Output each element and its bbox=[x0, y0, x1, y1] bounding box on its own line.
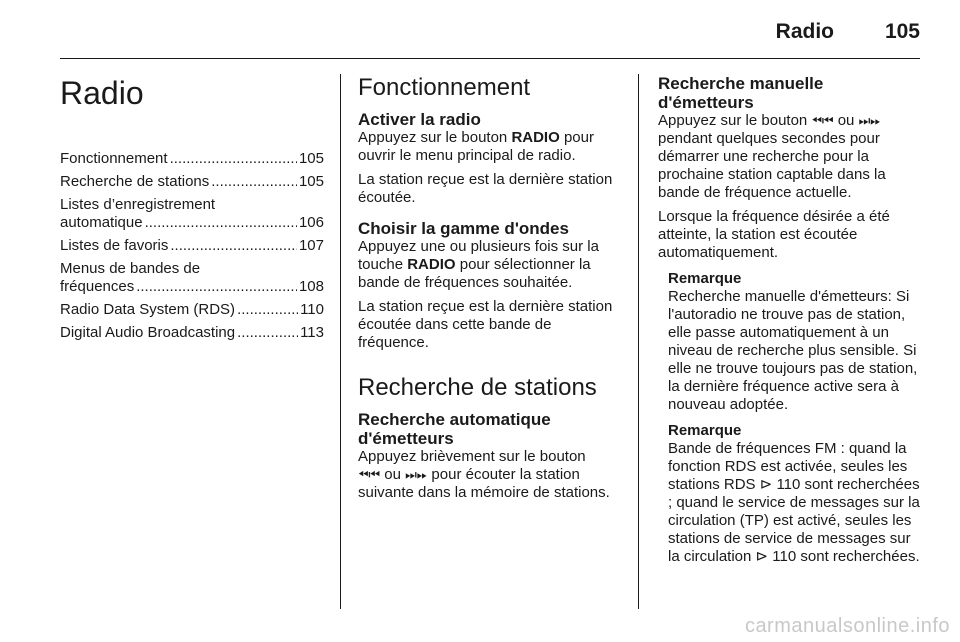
section-title-fonctionnement: Fonctionnement bbox=[358, 74, 531, 101]
toc-entry-label: Recherche de stations bbox=[60, 173, 210, 191]
paragraph: La station reçue est la dernière station écoutée. bbox=[358, 171, 613, 206]
toc-leader-dots bbox=[136, 278, 297, 296]
paragraph: Appuyez une ou plusieurs fois sur la touche RADIO pour sélectionner la bande de fréquences souhaitée. bbox=[358, 238, 599, 291]
toc-entry[interactable] bbox=[60, 173, 324, 191]
paragraph: Appuyez sur le bouton RADIO pour ouvrir le menu principal de radio. bbox=[358, 129, 594, 164]
seek-back-icon: ⏪︎⏮︎ bbox=[811, 113, 834, 128]
toc-page-number: 107 bbox=[298, 237, 324, 255]
toc-leader-dots bbox=[145, 214, 297, 232]
note-text: Bande de fréquences FM : quand la fonction RDS est activée, seules les stations RDS ⊳ 110 sont recherchées ; quand le service de messages sur la circulation (TP) est activé, seules les stations de service de messages sur la circulation ⊳ 110 sont recherchées. bbox=[668, 440, 920, 565]
page-ref[interactable]: 110 bbox=[772, 548, 797, 565]
toc-entry-label: fréquences bbox=[60, 278, 135, 296]
table-of-contents bbox=[60, 150, 324, 342]
toc-leader-dots bbox=[237, 301, 298, 319]
button-name: RADIO bbox=[511, 129, 560, 146]
paragraph: Appuyez sur le bouton ⏪︎⏮︎ ou ⏭︎⏩︎ pendant quelques secondes pour démarrer une recherche pour la prochaine station captable dans la bande de fréquence actuelle. bbox=[658, 112, 886, 201]
note-label: Remarque bbox=[668, 270, 742, 287]
seek-back-icon: ⏪︎⏮︎ bbox=[358, 467, 381, 482]
toc-entry-label: automatique bbox=[60, 214, 143, 232]
paragraph: La station reçue est la dernière station écoutée dans cette bande de fréquence. bbox=[358, 298, 613, 351]
subsection-title: Recherche automatique d'émetteurs bbox=[358, 410, 551, 448]
toc-entry[interactable] bbox=[60, 237, 324, 255]
seek-forward-icon: ⏭︎⏩︎ bbox=[858, 113, 881, 128]
seek-forward-icon: ⏭︎⏩︎ bbox=[405, 467, 428, 482]
main-column bbox=[358, 74, 620, 508]
subsection-title: Activer la radio bbox=[358, 110, 481, 129]
paragraph: Lorsque la fréquence désirée a été atteinte, la station est écoutée automatiquement. bbox=[658, 208, 890, 261]
toc-leader-dots bbox=[211, 173, 297, 191]
page-ref-icon: ⊳ bbox=[759, 476, 773, 493]
toc-entry-label: Listes d’enregistrement bbox=[60, 196, 216, 214]
toc-page-number: 106 bbox=[298, 214, 324, 232]
toc-entry-label: Fonctionnement bbox=[60, 150, 168, 168]
subsection-title: Choisir la gamme d'ondes bbox=[358, 219, 569, 238]
button-name: RADIO bbox=[407, 256, 456, 273]
toc-entry[interactable] bbox=[60, 196, 324, 232]
toc-page-number: 108 bbox=[298, 278, 324, 296]
chapter-title: Radio bbox=[60, 75, 144, 111]
toc-entry[interactable] bbox=[60, 301, 324, 319]
note-text: Recherche manuelle d'émetteurs: Si l'autoradio ne trouve pas de station, elle passe automatiquement à un niveau de recherche plus sensible. Si elle ne trouve toujours pas de station, la dernière fréquence active sera à nouveau adoptée. bbox=[668, 288, 918, 413]
column-divider bbox=[638, 74, 639, 609]
toc-entry[interactable] bbox=[60, 150, 324, 168]
page-header bbox=[60, 0, 920, 59]
toc-entry[interactable] bbox=[60, 324, 324, 342]
header-title: Radio bbox=[775, 20, 834, 43]
toc-page-number: 110 bbox=[300, 301, 324, 319]
toc-page-number: 105 bbox=[298, 173, 324, 191]
toc-page-number: 105 bbox=[298, 150, 324, 168]
note-box bbox=[668, 422, 926, 566]
toc-column bbox=[60, 74, 324, 347]
toc-leader-dots bbox=[170, 150, 297, 168]
toc-leader-dots bbox=[237, 324, 298, 342]
watermark: carmanualsonline.info bbox=[744, 615, 950, 637]
section-title-recherche: Recherche de stations bbox=[358, 374, 597, 401]
toc-entry[interactable] bbox=[60, 260, 324, 296]
right-column bbox=[658, 74, 926, 566]
subsection-title: Recherche manuelle d'émetteurs bbox=[658, 74, 824, 112]
page-number: 105 bbox=[884, 20, 920, 43]
page-ref-icon: ⊳ bbox=[755, 548, 769, 565]
note-box bbox=[668, 270, 926, 414]
paragraph: Appuyez brièvement sur le bouton ⏪︎⏮︎ ou ⏭︎⏩︎ pour écouter la station suivante dans la mémoire de stations. bbox=[358, 448, 610, 501]
toc-page-number: 113 bbox=[300, 324, 324, 342]
toc-entry-label: Menus de bandes de bbox=[60, 260, 201, 278]
column-divider bbox=[340, 74, 341, 609]
page-ref[interactable]: 110 bbox=[776, 476, 801, 493]
toc-entry-label: Radio Data System (RDS) bbox=[60, 301, 236, 319]
toc-entry-label: Digital Audio Broadcasting bbox=[60, 324, 236, 342]
toc-entry-label: Listes de favoris bbox=[60, 237, 169, 255]
note-label: Remarque bbox=[668, 422, 742, 439]
toc-leader-dots bbox=[170, 237, 297, 255]
